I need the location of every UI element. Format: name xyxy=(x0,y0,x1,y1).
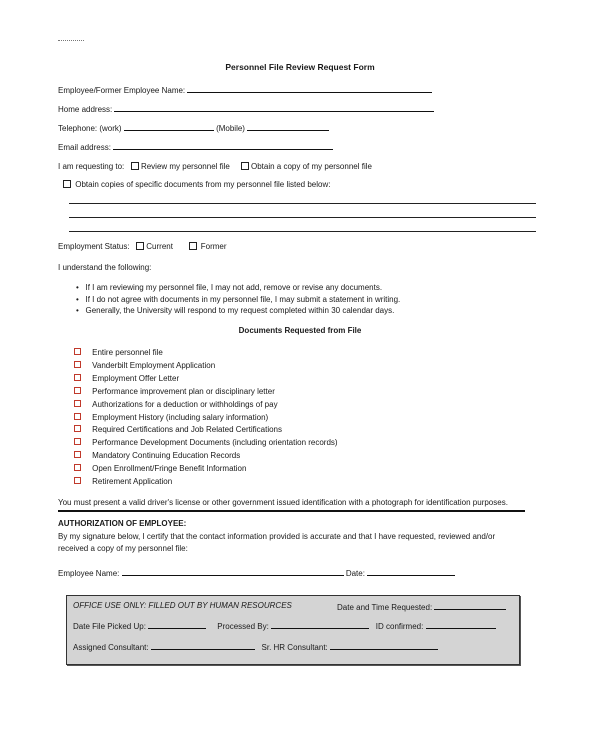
divider xyxy=(58,510,525,512)
current-label: Current xyxy=(146,242,173,251)
email-label: Email address: xyxy=(58,143,111,152)
sr-hr-field[interactable] xyxy=(330,641,438,650)
home-field[interactable] xyxy=(114,103,434,112)
former-checkbox[interactable] xyxy=(189,242,197,250)
signature-row xyxy=(58,567,455,579)
document-label: Required Certifications and Job Related Certifications xyxy=(92,425,282,435)
document-item xyxy=(74,438,338,448)
office-heading: OFFICE USE ONLY: FILLED OUT BY HUMAN RESOURCES xyxy=(73,601,292,610)
document-item xyxy=(74,374,179,384)
document-checkbox[interactable] xyxy=(74,413,81,420)
document-label: Authorizations for a deduction or withholdings of pay xyxy=(92,399,278,409)
name-row xyxy=(58,84,432,96)
office-row-3: Assigned Consultant: Sr. HR Consultant: xyxy=(73,641,438,653)
specific-line-1[interactable] xyxy=(69,203,536,204)
understand-heading: I understand the following: xyxy=(58,263,152,272)
specific-line-2[interactable] xyxy=(69,217,536,218)
document-item xyxy=(74,361,215,371)
status-label: Employment Status: xyxy=(58,242,130,251)
document-label: Employment Offer Letter xyxy=(92,373,180,383)
document-checkbox[interactable] xyxy=(74,361,81,368)
date-time-field[interactable] xyxy=(434,601,506,610)
form-title: Personnel File Review Request Form xyxy=(225,62,375,72)
home-label: Home address: xyxy=(58,105,113,114)
document-item xyxy=(74,400,278,410)
document-item xyxy=(74,451,240,461)
specific-row xyxy=(63,180,330,190)
authorization-text-2: received a copy of my personnel file: xyxy=(58,544,188,553)
document-label: Open Enrollment/Fringe Benefit Information xyxy=(92,464,247,474)
authorization-text-1: By my signature below, I certify that the contact information provided is accurate and that I have requested, reviewed and/or xyxy=(58,532,496,541)
document-item xyxy=(74,425,282,435)
document-item xyxy=(74,387,275,397)
copy-label: Obtain a copy of my personnel file xyxy=(251,162,372,171)
document-item xyxy=(74,477,172,487)
review-checkbox[interactable] xyxy=(131,162,139,170)
document-item xyxy=(74,464,246,474)
document-label: Vanderbilt Employment Application xyxy=(92,360,216,370)
tel-row xyxy=(58,122,329,134)
name-field[interactable] xyxy=(187,84,432,93)
document-label: Performance Development Documents (including orientation records) xyxy=(92,438,338,448)
bullet-item: • If I do not agree with documents in my personnel file, I may submit a statement in writing. xyxy=(76,295,401,304)
tel-work-field[interactable] xyxy=(124,122,214,131)
document-checkbox[interactable] xyxy=(74,464,81,471)
authorization-heading: AUTHORIZATION OF EMPLOYEE: xyxy=(58,519,187,528)
review-label: Review my personnel file xyxy=(140,162,230,171)
specific-checkbox[interactable] xyxy=(63,180,71,188)
document-checkbox[interactable] xyxy=(74,438,81,445)
picked-up-field[interactable] xyxy=(148,620,206,629)
document-checkbox[interactable] xyxy=(74,400,81,407)
tel-mobile-field[interactable] xyxy=(247,122,329,131)
document-checkbox[interactable] xyxy=(74,477,81,484)
specific-label: Obtain copies of specific documents from my personnel file listed below: xyxy=(75,180,331,189)
email-row xyxy=(58,141,333,153)
document-checkbox[interactable] xyxy=(74,348,81,355)
document-checkbox[interactable] xyxy=(74,387,81,394)
document-item xyxy=(74,348,163,358)
status-row xyxy=(58,242,227,252)
document-label: Performance improvement plan or disciplinary letter xyxy=(92,386,275,396)
employee-name-field[interactable] xyxy=(122,567,344,576)
document-label: Mandatory Continuing Education Records xyxy=(92,451,241,461)
tel-work-label: Telephone: (work) xyxy=(58,124,122,133)
assigned-field[interactable] xyxy=(151,641,255,650)
date-label: Date: xyxy=(345,569,365,578)
document-label: Employment History (including salary information) xyxy=(92,412,269,422)
date-time-row: Date and Time Requested: xyxy=(337,601,506,613)
processed-by-field[interactable] xyxy=(271,620,369,629)
bullet-item: • Generally, the University will respond to my request completed within 30 calendar days. xyxy=(76,306,395,315)
requesting-row xyxy=(58,162,372,172)
document-checkbox[interactable] xyxy=(74,425,81,432)
id-notice: You must present a valid driver's license or other government issued identification with a photograph for identification purposes. xyxy=(58,498,508,507)
document-checkbox[interactable] xyxy=(74,451,81,458)
header-mark xyxy=(58,40,84,41)
name-label: Employee/Former Employee Name: xyxy=(58,86,186,95)
former-label: Former xyxy=(200,242,227,251)
specific-line-3[interactable] xyxy=(69,231,536,232)
document-label: Retirement Application xyxy=(92,477,173,486)
date-field[interactable] xyxy=(367,567,455,576)
home-row xyxy=(58,103,434,115)
document-label: Entire personnel file xyxy=(92,348,163,357)
current-checkbox[interactable] xyxy=(136,242,144,250)
office-row-2: Date File Picked Up: Processed By: ID confirmed: xyxy=(73,620,496,632)
document-checkbox[interactable] xyxy=(74,374,81,381)
document-item xyxy=(74,413,268,423)
tel-mobile-label: (Mobile) xyxy=(216,124,245,133)
office-use-box xyxy=(66,595,520,665)
id-confirmed-field[interactable] xyxy=(426,620,496,629)
bullet-item: • If I am reviewing my personnel file, I may not add, remove or revise any documents. xyxy=(76,283,383,292)
documents-heading: Documents Requested from File xyxy=(238,326,362,335)
email-field[interactable] xyxy=(113,141,333,150)
copy-checkbox[interactable] xyxy=(241,162,249,170)
requesting-label: I am requesting to: xyxy=(58,162,125,171)
employee-name-label: Employee Name: xyxy=(58,569,120,578)
